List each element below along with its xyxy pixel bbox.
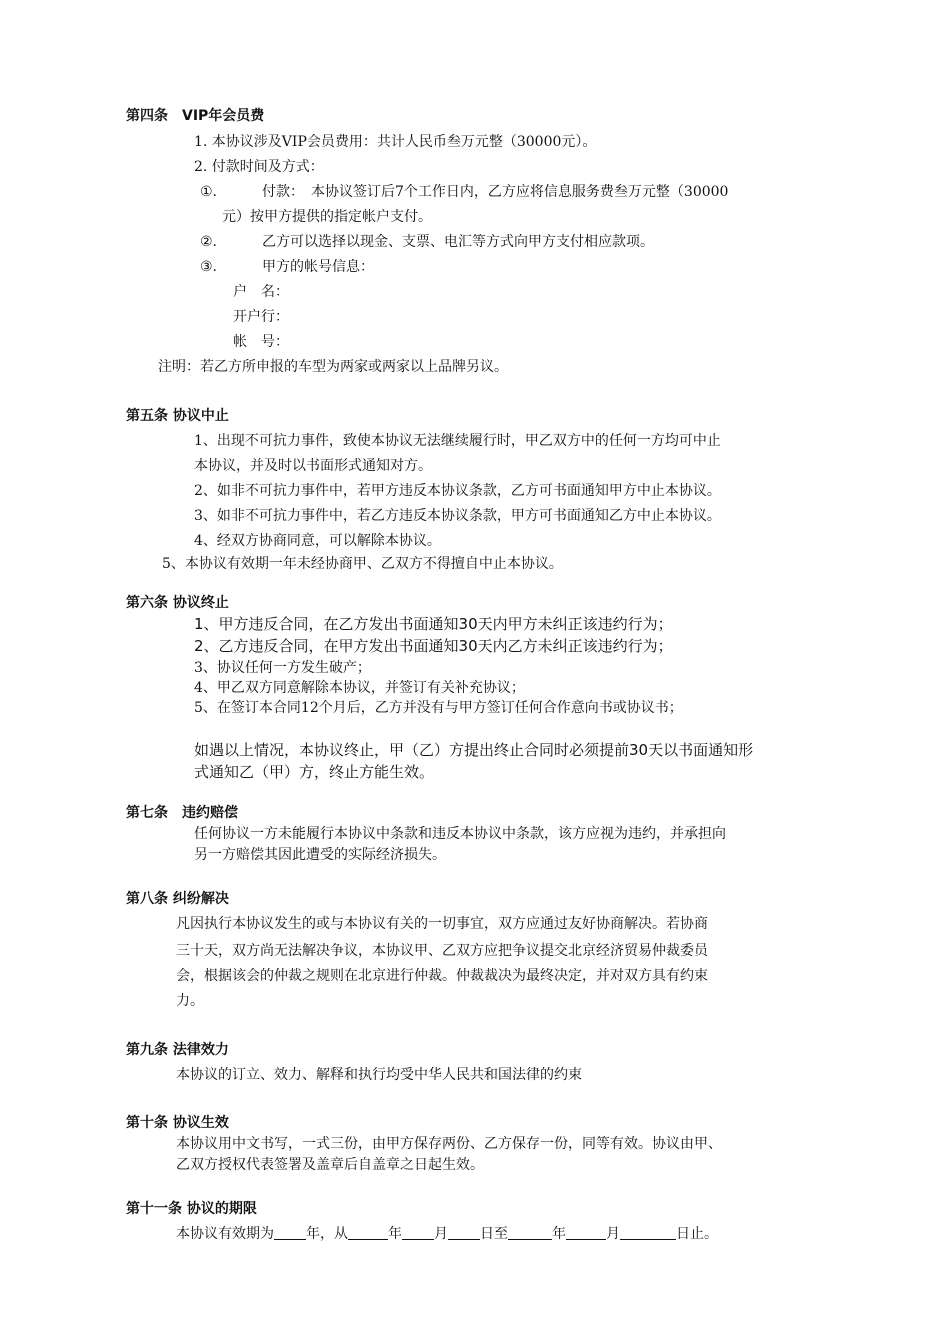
term-text-5: 日至	[480, 1226, 508, 1242]
s5-line-3: 3、如非不可抗力事件中，若乙方违反本协议条款，甲方可书面通知乙方中止本协议。	[194, 508, 721, 524]
section-4-heading: 第四条 VIP年会员费	[126, 108, 265, 124]
s4-item-2-number: ②.	[200, 234, 218, 250]
section-9-heading: 第九条 法律效力	[126, 1042, 229, 1058]
end-year-blank	[508, 1225, 552, 1240]
s6-paragraph-line-1: 如遇以上情况，本协议终止，甲（乙）方提出终止合同时必须提前30天以书面通知形	[194, 741, 754, 759]
term-text-4: 月	[434, 1226, 448, 1242]
s7-line-1: 任何协议一方未能履行本协议中条款和违反本协议中条款，该方应视为违约，并承担向	[194, 826, 726, 842]
section-8-heading: 第八条 纠纷解决	[126, 891, 229, 907]
term-years-blank	[274, 1225, 306, 1240]
s11-term-line	[176, 1224, 718, 1244]
s8-line-2: 三十天，双方尚无法解决争议，本协议甲、乙双方应把争议提交北京经济贸易仲裁委员	[176, 943, 708, 959]
section-5-heading: 第五条 协议中止	[126, 408, 229, 424]
s4-line-2: 2. 付款时间及方式：	[194, 159, 324, 175]
start-year-blank	[348, 1225, 388, 1240]
term-text-6: 年	[552, 1226, 566, 1242]
account-number-label: 帐 号：	[233, 334, 289, 350]
s7-line-2: 另一方赔偿其因此遭受的实际经济损失。	[194, 847, 446, 863]
s8-line-1: 凡因执行本协议发生的或与本协议有关的一切事宜，双方应通过友好协商解决。若协商	[176, 916, 708, 932]
s4-item-3-number: ③.	[200, 259, 218, 275]
s4-item-1-continuation: 元）按甲方提供的指定帐户支付。	[222, 209, 432, 225]
start-day-blank	[448, 1225, 480, 1240]
term-text-2: 年，从	[306, 1226, 348, 1242]
s6-line-5: 5、在签订本合同12个月后，乙方并没有与甲方签订任何合作意向书或协议书；	[194, 700, 683, 716]
s4-item-1-number: ①.	[200, 184, 218, 200]
s10-line-2: 乙双方授权代表签署及盖章后自盖章之日起生效。	[176, 1157, 484, 1173]
s5-line-1-continuation: 本协议，并及时以书面形式通知对方。	[194, 458, 432, 474]
s5-line-5: 5、本协议有效期一年未经协商甲、乙双方不得擅自中止本协议。	[162, 556, 563, 572]
end-day-blank	[620, 1225, 676, 1240]
s6-line-1: 1、甲方违反合同，在乙方发出书面通知30天内甲方未纠正该违约行为；	[194, 615, 673, 633]
term-text-3: 年	[388, 1226, 402, 1242]
s6-paragraph-line-2: 式通知乙（甲）方，终止方能生效。	[194, 763, 435, 781]
s4-line-1: 1. 本协议涉及VIP会员费用：共计人民币叁万元整（30000元）。	[194, 134, 597, 150]
s9-line-1: 本协议的订立、效力、解释和执行均受中华人民共和国法律的约束	[176, 1067, 582, 1083]
s6-line-4: 4、甲乙双方同意解除本协议，并签订有关补充协议；	[194, 680, 525, 696]
s8-line-4: 力。	[176, 993, 204, 1009]
term-text-1: 本协议有效期为	[176, 1226, 274, 1242]
s4-item-2-text: 乙方可以选择以现金、支票、电汇等方式向甲方支付相应款项。	[262, 234, 654, 250]
section-11-heading: 第十一条 协议的期限	[126, 1201, 257, 1217]
section-6-heading: 第六条 协议终止	[126, 595, 229, 611]
term-text-8: 日止。	[676, 1226, 718, 1242]
s5-line-4: 4、经双方协商同意，可以解除本协议。	[194, 533, 441, 549]
s10-line-1: 本协议用中文书写，一式三份，由甲方保存两份、乙方保存一份，同等有效。协议由甲、	[176, 1136, 722, 1152]
s4-item-1-text: 付款： 本协议签订后7个工作日内，乙方应将信息服务费叁万元整（30000	[262, 184, 729, 200]
s5-line-2: 2、如非不可抗力事件中，若甲方违反本协议条款，乙方可书面通知甲方中止本协议。	[194, 483, 721, 499]
term-text-7: 月	[606, 1226, 620, 1242]
s6-line-3: 3、协议任何一方发生破产；	[194, 660, 371, 676]
s5-line-1: 1、出现不可抗力事件，致使本协议无法继续履行时，甲乙双方中的任何一方均可中止	[194, 433, 721, 449]
s4-item-3-text: 甲方的帐号信息：	[262, 259, 374, 275]
section-7-heading: 第七条 违约赔偿	[126, 805, 238, 821]
s6-line-2: 2、乙方违反合同，在甲方发出书面通知30天内乙方未纠正该违约行为；	[194, 637, 673, 655]
s4-note: 注明：若乙方所申报的车型为两家或两家以上品牌另议。	[158, 359, 508, 375]
s8-line-3: 会，根据该会的仲裁之规则在北京进行仲裁。仲裁裁决为最终决定，并对双方具有约束	[176, 968, 708, 984]
start-month-blank	[402, 1225, 434, 1240]
account-name-label: 户 名：	[233, 284, 289, 300]
section-10-heading: 第十条 协议生效	[126, 1115, 229, 1131]
account-bank-label: 开户行：	[233, 309, 289, 325]
end-month-blank	[566, 1225, 606, 1240]
